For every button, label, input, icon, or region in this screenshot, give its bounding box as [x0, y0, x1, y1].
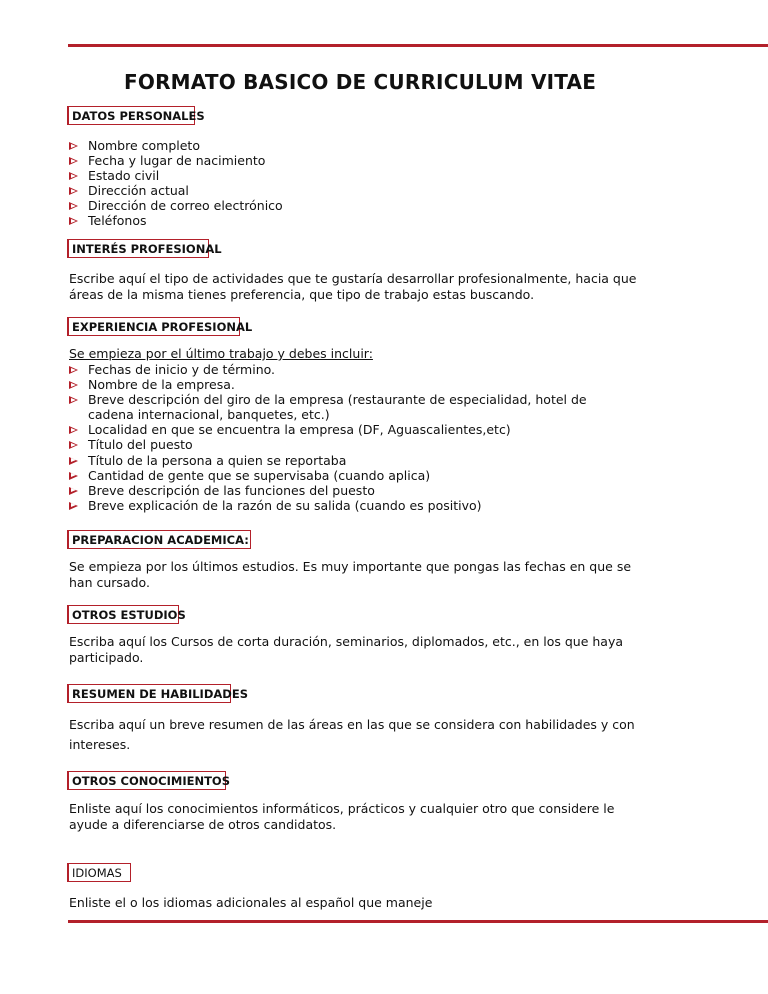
list-item: Fechas de inicio y de término.	[69, 362, 587, 377]
section-heading-otros-estudios: OTROS ESTUDIOS	[67, 605, 179, 624]
list-item: Título del puesto	[69, 437, 587, 452]
bottom-rule	[68, 920, 768, 923]
triangle-bullet-icon	[69, 217, 78, 225]
triangle-bullet-icon	[69, 172, 78, 180]
otros-estudios-text: Escriba aquí los Cursos de corta duración, seminarios, diplomados, etc., en los que haya participado.	[69, 634, 624, 665]
triangle-bullet-icon	[69, 502, 78, 510]
list-item: Cantidad de gente que se supervisaba (cuando aplica)	[69, 468, 587, 483]
otros-conocimientos-text: Enliste aquí los conocimientos informáticos, prácticos y cualquier otro que considere le ayude a diferenciarse de otros candidatos.	[69, 801, 615, 832]
triangle-bullet-icon	[69, 441, 78, 449]
interes-profesional-text: Escribe aquí el tipo de actividades que te gustaría desarrollar profesionalmente, hacia que áreas de la misma tienes preferencia, que tipo de trabajo estas buscando.	[69, 271, 637, 302]
list-item: Estado civil	[69, 168, 283, 183]
list-item: Nombre completo	[69, 138, 283, 153]
list-item: Nombre de la empresa.	[69, 377, 587, 392]
list-item: Breve explicación de la razón de su salida (cuando es positivo)	[69, 498, 587, 513]
idiomas-text: Enliste el o los idiomas adicionales al español que maneje	[69, 895, 433, 910]
section-heading-preparacion-academica: PREPARACION ACADEMICA:	[67, 530, 251, 549]
triangle-bullet-icon	[69, 202, 78, 210]
triangle-bullet-icon	[69, 457, 78, 465]
section-heading-datos-personales: DATOS PERSONALES	[67, 106, 195, 125]
triangle-bullet-icon	[69, 426, 78, 434]
section-heading-resumen-habilidades: RESUMEN DE HABILIDADES	[67, 684, 231, 703]
triangle-bullet-icon	[69, 157, 78, 165]
section-heading-experiencia-profesional: EXPERIENCIA PROFESIONAL	[67, 317, 240, 336]
list-item: Fecha y lugar de nacimiento	[69, 153, 283, 168]
preparacion-academica-text: Se empieza por los últimos estudios. Es muy importante que pongas las fechas en que se han cursado.	[69, 559, 632, 590]
triangle-bullet-icon	[69, 487, 78, 495]
experiencia-list	[69, 362, 587, 513]
triangle-bullet-icon	[69, 381, 78, 389]
triangle-bullet-icon	[69, 396, 78, 404]
list-item: Teléfonos	[69, 213, 283, 228]
triangle-bullet-icon	[69, 142, 78, 150]
list-item: Dirección de correo electrónico	[69, 198, 283, 213]
list-item: Localidad en que se encuentra la empresa (DF, Aguascalientes,etc)	[69, 422, 587, 437]
section-heading-interes-profesional: INTERÉS PROFESIONAL	[67, 239, 209, 258]
datos-personales-list	[69, 138, 283, 229]
list-item: Dirección actual	[69, 183, 283, 198]
resumen-habilidades-text: Escriba aquí un breve resumen de las áreas en las que se considera con habilidades y con intereses.	[69, 717, 635, 752]
section-heading-otros-conocimientos: OTROS CONOCIMIENTOS	[67, 771, 226, 790]
experiencia-intro: Se empieza por el último trabajo y debes incluir:	[69, 346, 373, 361]
document-title: FORMATO BASICO DE CURRICULUM VITAE	[124, 70, 597, 94]
section-heading-idiomas: IDIOMAS	[67, 863, 131, 882]
list-item: Breve descripción del giro de la empresa (restaurante de especialidad, hotel de cadena internacional, banquetes, etc.)	[69, 392, 587, 422]
triangle-bullet-icon	[69, 472, 78, 480]
list-item: Título de la persona a quien se reportaba	[69, 453, 587, 468]
triangle-bullet-icon	[69, 187, 78, 195]
list-item: Breve descripción de las funciones del puesto	[69, 483, 587, 498]
triangle-bullet-icon	[69, 366, 78, 374]
top-rule	[68, 44, 768, 47]
